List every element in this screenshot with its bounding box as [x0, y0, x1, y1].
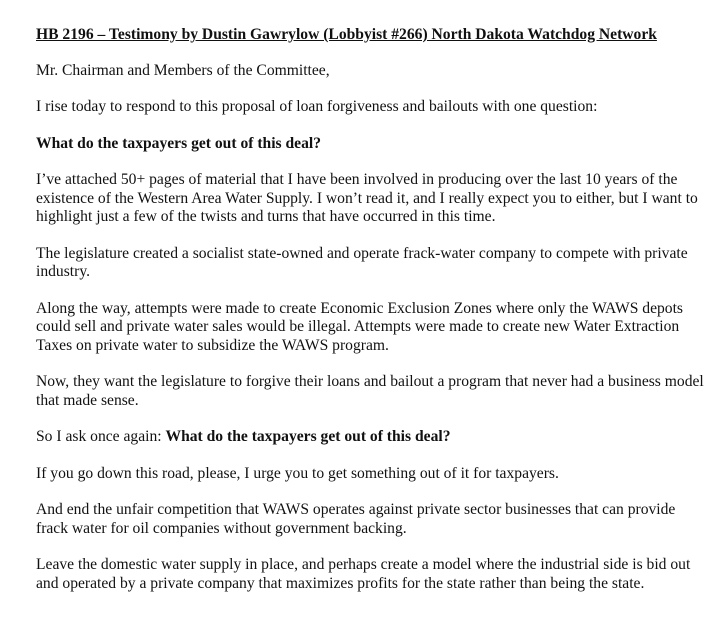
- salutation: Mr. Chairman and Members of the Committee,: [36, 61, 330, 79]
- key-question: What do the taxpayers get out of this deal?: [36, 134, 322, 152]
- paragraph-loan-forgiveness: Now, they want the legislature to forgive their loans and bailout a program that never had a business model that made sense.: [36, 373, 704, 409]
- document-body: [36, 26, 708, 593]
- paragraph-ask-again: [36, 428, 708, 447]
- paragraph-exclusion-zones: Along the way, attempts were made to create Economic Exclusion Zones where only the WAWS depots could sell and private water sales would be illegal. Attempts were made to create new Water Extraction Taxes on private water to subsidize the WAWS program.: [36, 299, 684, 354]
- document-title: HB 2196 – Testimony by Dustin Gawrylow (Lobbyist #266) North Dakota Watchdog Network: [36, 26, 657, 43]
- paragraph-urge: If you go down this road, please, I urge you to get something out of it for taxpayers.: [36, 464, 559, 482]
- ask-again-prefix: So I ask once again:: [36, 428, 166, 445]
- ask-again-question: What do the taxpayers get out of this deal?: [165, 428, 451, 445]
- paragraph-unfair-competition: And end the unfair competition that WAWS operates against private sector businesses that can provide frack water for oil companies without government backing.: [36, 501, 676, 537]
- paragraph-intro: I rise today to respond to this proposal of loan forgiveness and bailouts with one question:: [36, 98, 598, 115]
- paragraph-attachments: I’ve attached 50+ pages of material that I have been involved in producing over the last 10 years of the existence of the Western Area Water Supply. I won’t read it, and I really expect you to either, but I want to highlight just a few of the twists and turns that have occurred in this time.: [36, 171, 698, 225]
- paragraph-frack-water-company: The legislature created a socialist state-owned and operate frack-water company to compete with private industry.: [36, 244, 688, 280]
- paragraph-domestic-supply: Leave the domestic water supply in place, and perhaps create a model where the industrial side is bid out and operated by a private company that maximizes profits for the state rather than being the state.: [36, 556, 691, 592]
